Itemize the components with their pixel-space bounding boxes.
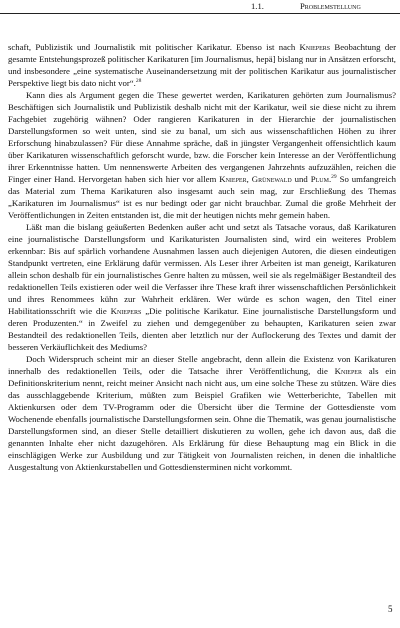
footnote-ref: 28 [135,78,142,85]
section-number: 1.1. [251,1,264,11]
author-name: Kniepers [110,306,142,316]
paragraph [8,221,396,353]
paragraph [8,353,396,473]
text-run: und [291,174,311,184]
text-run: „Die politische Karikatur. Eine journalistische Darstellungsform und deren Produzenten.“ in Zweifel zu ziehen und demgegenüber zu behaupten, Karikaturen seien zwar Bestandteil des redaktionellen Teils, dienten aber letztlich nur der Auflockerung des Textes und damit der besseren Verkäuflichkeit des Mediums? [8,306,396,352]
page-number: 5 [388,604,393,614]
paragraph [8,89,396,221]
section-title: Problemstellung [300,1,361,11]
text-run: Doch Widerspruch scheint mir an dieser Stelle angebracht, denn allein die Existenz von Karikaturen innerhalb des redaktionellen Teils, oder die Tatsache ihrer Veröffentlichung, die [8,354,396,376]
author-name: Kniepers [299,42,331,52]
text-run: So umfangreich das Material zum Thema Karikaturen also insgesamt auch sein mag, zur Erschließung des Themas „Karikaturen im Journalismus“ ist es nur bedingt oder gar nicht brauchbar. Zumal die große Mehrheit der Veröffentlichungen in Zeiten entstanden ist, die mit der heutigen nichts mehr gemein haben. [8,174,397,220]
footnote-ref: 29 [331,174,337,181]
body-text [8,41,396,473]
text-run: Kann dies als Argument gegen die These gewertet werden, Karikaturen gehörten zum Journalismus? Beschäftigen sich Journalistik und Publizistik deshalb nicht mit der Karikatur, weil sie diese nicht zu ihrem Fachgebiet zugehörig wähnen? Oder rangieren Karikaturen in der Hierarchie der journalistischen Darstellungsformen so weit unten, sind sie zu banal, um sich aus wissenschaftlichen Höhen zu ihrer Erforschung hinabzulassen? Für diese Annahme spräche, daß in jüngster Vergangenheit offensichtlich kaum über Karikaturen wissenschaftlich geforscht wurde, bzw. die Forscher kein Interesse an der Veröffentlichung ihrer Erkenntnisse hatten. Um nennenswerte Arbeiten des vergangenen Jahrzehnts aufzuzählen, reichen die Finger einer Hand. Hervorgetan haben sich hier vor allem [8,90,396,184]
author-name: Plum [310,174,329,184]
text-run: , [246,174,252,184]
paragraph [8,41,396,89]
text-run: schaft, Publizistik und Journalistik mit politischer Karikatur. Ebenso ist nach [8,42,300,52]
text-run: Läßt man die bislang geäußerten Bedenken außer acht und setzt als Tatsache voraus, daß Karikaturen eine journalistische Darstellungsform und Karikaturisten Journalisten sind, wird ein weiteres Problem erkennbar: Bis auf spärlich vorhandene Ausnahmen lassen auch diejenigen Autoren, die diesen eindeutigen Standpunkt vertreten, eine Erklärung dafür vermissen. Als Leser ihrer Arbeiten ist man geneigt, Karikaturen allein schon deshalb für ein journalistisches Genre halten zu müssen, weil sie als regelmäßiger Bestandteil des redaktionellen Teils existieren oder weil die Verfasser ihre These kraft ihrer wissenschaftlichen Persönlichkeit und ihres Renommees kühn zur Wahrheit erklären. Wer würde es schon wagen, den Titel einer Habilitationsschrift wie die [8,222,396,316]
author-name: Knieper [334,366,362,376]
text-run: . [328,174,332,184]
author-name: Knieper [219,174,247,184]
author-name: Grünewald [251,174,292,184]
text-run: als ein Definitionskriterium nennt, reicht meiner Ansicht nach nicht aus, um eine solche These zu stützen. Wäre dies das ausschlaggebende Kriterium, müßten zum Beispiel Grafiken wie Wetterberichte, Tabellen mit Aktienkursen oder dem TV-Programm oder die Übersicht über die Termine der Gottesdienste vom Wochenende ebenfalls journalistische Darstellungsformen sein. Ohne die Thematik, was genau journalistische Darstellungsformen sind, an dieser Stelle detailliert diskutieren zu wollen, gehe ich davon aus, daß die genannten Inhalte eher nicht dazugehören. Als Erklärung für diese Behauptung mag ein Blick in die einschlägigen Werke zur Ausbildung und zur Tätigkeit von Journalisten reichen, in denen die inhaltliche Ausgestaltung von Aktienkurstabellen und Gottesdiensterminen nicht vorkommt. [8,366,396,472]
text-run: Beobachtung der gesamte Entstehungsprozeß politischer Karikaturen [im Journalismus, hepä] bislang nur in Ansätzen erforscht, und insbesondere „eine systematische Auseinandersetzung mit der politischen Karikatur aus journalistischer Perspektive liegt bis dato nicht vor“. [8,42,396,88]
header-rule [0,13,400,14]
